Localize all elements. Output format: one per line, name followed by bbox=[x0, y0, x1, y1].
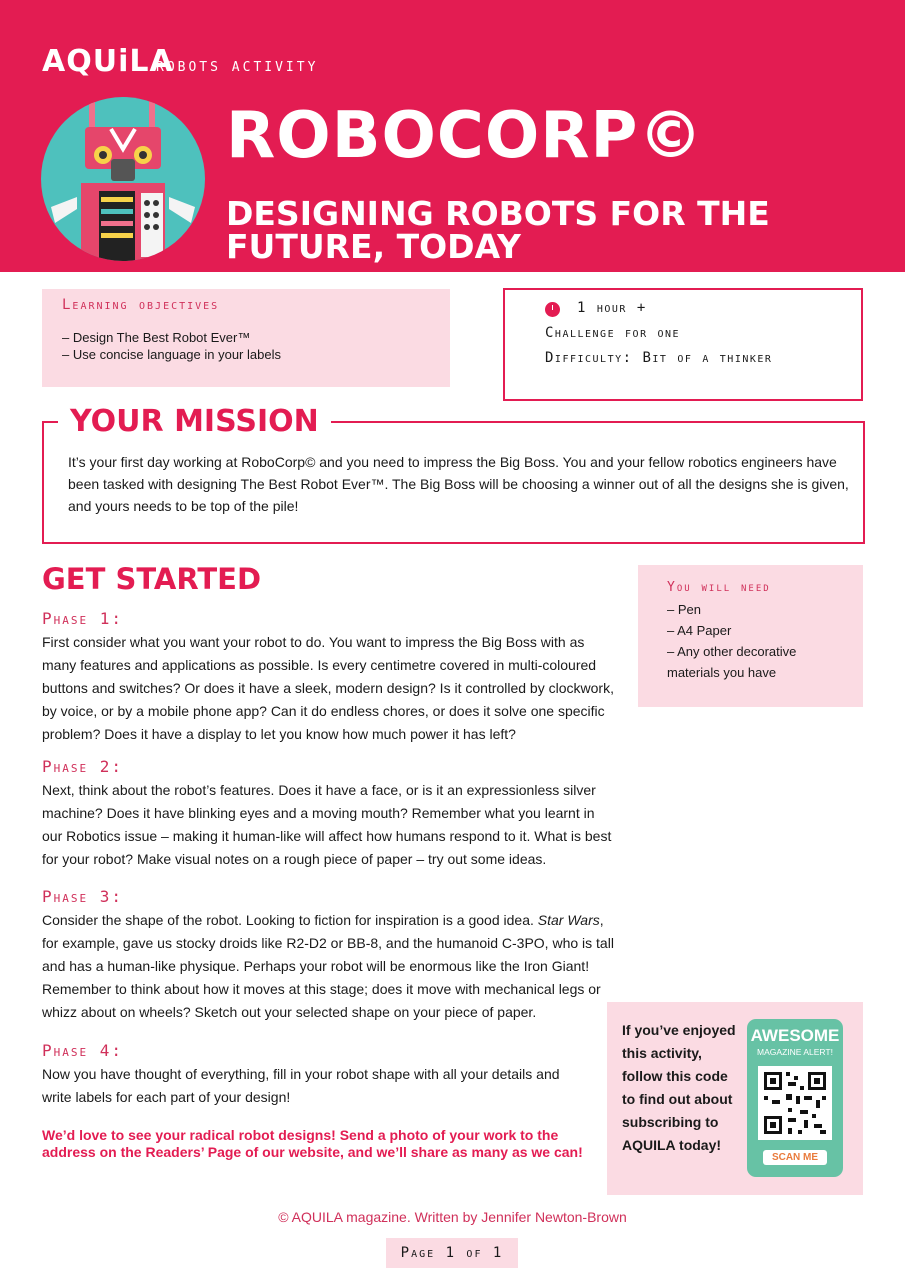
list-item: – Any other decorative materials you have bbox=[667, 644, 797, 680]
list-item: – Pen bbox=[667, 602, 701, 617]
learning-objectives-title: Learning objectives bbox=[62, 297, 220, 313]
qr-card[interactable] bbox=[747, 1019, 843, 1177]
get-started-title: GET STARTED bbox=[42, 562, 262, 596]
scan-me-button[interactable]: SCAN ME bbox=[763, 1150, 827, 1165]
phase-2-text: Next, think about the robot’s features. Does it have a face, or is it an expressionless silver machine? Does it have blinking eyes and a moving mouth? Remember what you learnt in our Robotics issue – making it human-like will affect how humans respond to it. What is best for your robot? Make visual notes on a rough piece of paper – try out some ideas. bbox=[42, 782, 612, 867]
phase-4-heading: Phase 4: bbox=[42, 1041, 124, 1060]
qr-code-icon[interactable] bbox=[758, 1066, 832, 1140]
mission-title: YOUR MISSION bbox=[58, 404, 331, 440]
clock-icon bbox=[545, 302, 560, 317]
you-will-need-box bbox=[638, 565, 863, 707]
brand-subtitle: ROBOTS ACTIVITY bbox=[156, 60, 319, 75]
list-item: – Design The Best Robot Ever™ bbox=[62, 330, 251, 345]
phase-3-heading: Phase 3: bbox=[42, 887, 124, 906]
learning-objectives-list bbox=[62, 329, 281, 363]
activity-info-box bbox=[503, 288, 863, 401]
mission-text: It’s your first day working at RoboCorp© and you need to impress the Big Boss. You and your fellow robotics engineers have been tasked with designing The Best Robot Ever™. The Big Boss will be choosing a winner out of all the designs she is given, and yours needs to be top of the pile! bbox=[68, 454, 849, 514]
duration-text: 1 hour + bbox=[577, 300, 647, 316]
credit-line: © AQUILA magazine. Written by Jennifer Newton-Brown bbox=[278, 1209, 627, 1225]
qr-card-title: AWESOME bbox=[750, 1026, 840, 1045]
phase-3-text: Consider the shape of the robot. Looking to fiction for inspiration is a good idea. Star Wars, for example, gave us stocky droids like R2-D2 or BB-8, and the humanoid C-3PO, who is tall and has a human-like physique. Perhaps your robot will be enormous like the Iron Giant! Remember to think about how it moves at this stage; does it move with mechanical legs or whizz about on wheels? Sketch out your selected shape on your piece of paper. bbox=[42, 912, 614, 1020]
page-title: ROBOCORP© bbox=[226, 99, 704, 173]
subscribe-text: If you’ve enjoyed this activity, follow this code to find out about subscribing to AQUILA today! bbox=[622, 1022, 736, 1153]
call-to-action: We’d love to see your radical robot designs! Send a photo of your work to the address on the Readers’ Page of our website, and we’ll share as many as we can! bbox=[42, 1127, 583, 1160]
learning-objectives-box bbox=[42, 289, 450, 387]
italic-title: Star Wars bbox=[537, 912, 600, 928]
page-subtitle: DESIGNING ROBOTS FOR THE FUTURE, TODAY bbox=[226, 194, 770, 266]
you-will-need-title: You will need bbox=[667, 580, 771, 595]
phase-4-text: Now you have thought of everything, fill in your robot shape with all your details and write labels for each part of your design! bbox=[42, 1066, 560, 1105]
subscribe-box bbox=[607, 1002, 863, 1195]
qr-code-graphic bbox=[758, 1066, 832, 1140]
difficulty-text: Difficulty: Bit of a thinker bbox=[545, 350, 773, 366]
list-item: – Use concise language in your labels bbox=[62, 347, 281, 362]
you-will-need-list bbox=[667, 599, 852, 683]
qr-card-subtitle: MAGAZINE ALERT! bbox=[757, 1047, 833, 1057]
robot-icon bbox=[41, 97, 205, 261]
robot-illustration bbox=[41, 97, 205, 261]
page-number: Page 1 of 1 bbox=[386, 1238, 518, 1268]
list-item: – A4 Paper bbox=[667, 623, 732, 638]
challenge-text: Challenge for one bbox=[545, 325, 681, 341]
brand-logo: AQUiLA bbox=[42, 44, 174, 79]
phase-1-heading: Phase 1: bbox=[42, 609, 124, 628]
phase-1-text: First consider what you want your robot to do. You want to impress the Big Boss with as many features and applications as possible. Is every centimetre covered in multi-coloured buttons and switches? Or does it have a sleek, modern design? Is it controlled by clockwork, by voice, or by a mobile phone app? Can it do endless chores, or does it solve one specific problem? Does it have a display to let you know how much power it has left? bbox=[42, 634, 614, 742]
phase-2-heading: Phase 2: bbox=[42, 757, 124, 776]
